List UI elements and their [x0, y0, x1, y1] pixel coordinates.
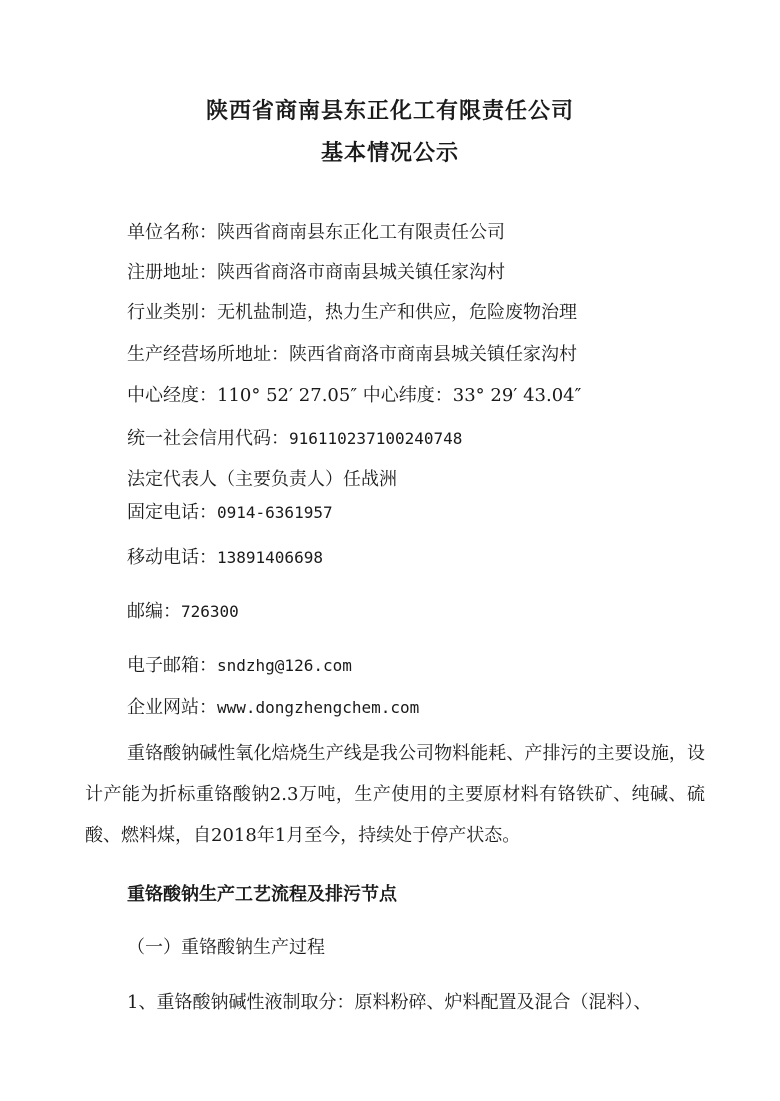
section-heading: 重铬酸钠生产工艺流程及排污节点 [127, 884, 397, 905]
info-registered-address: 注册地址：陕西省商洛市商南县城关镇任家沟村 [127, 262, 505, 283]
info-credit-code: 统一社会信用代码：916110237100240748 [127, 428, 463, 449]
process-item-1: 1、重铬酸钠碱性液制取分：原料粉碎、炉料配置及混合（混料）、 [127, 992, 652, 1013]
info-website: 企业网站：www.dongzhengchem.com [127, 697, 420, 718]
document-title: 基本情况公示 [320, 141, 459, 166]
info-landline: 固定电话：0914-6361957 [127, 502, 333, 523]
info-legal-representative: 法定代表人（主要负责人）任战洲 [127, 469, 397, 490]
info-email: 电子邮箱：sndzhg@126.com [127, 655, 352, 676]
subsection-heading: （一）重铬酸钠生产过程 [127, 937, 325, 958]
info-postcode: 邮编：726300 [127, 601, 239, 622]
production-paragraph: 重铬酸钠碱性氧化焙烧生产线是我公司物料能耗、产排污的主要设施，设计产能为折标重铬酸钠2.3万吨，生产使用的主要原材料有铬铁矿、纯碱、硫酸、燃料煤，自2018年1月至今，持续处于停产状态。 [85, 743, 705, 846]
info-mobile: 移动电话：13891406698 [127, 547, 323, 568]
info-coordinates: 中心经度：110° 52′ 27.05″ 中心纬度：33° 29′ 43.04″ [127, 385, 582, 406]
info-company-name: 单位名称：陕西省商南县东正化工有限责任公司 [127, 222, 505, 243]
info-site-address: 生产经营场所地址：陕西省商洛市商南县城关镇任家沟村 [127, 344, 577, 365]
company-title: 陕西省商南县东正化工有限责任公司 [205, 99, 574, 124]
info-industry: 行业类别：无机盐制造，热力生产和供应，危险废物治理 [127, 302, 577, 323]
